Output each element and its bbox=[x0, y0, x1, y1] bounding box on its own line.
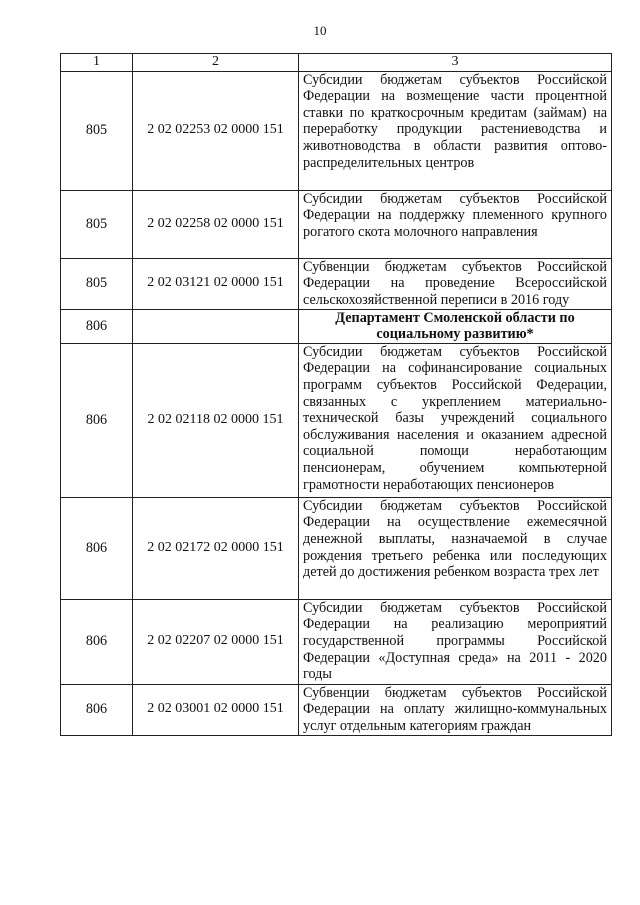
administrator-code-cell: 806 bbox=[61, 309, 133, 343]
column-header-2: 2 bbox=[133, 54, 299, 72]
table-row bbox=[61, 258, 612, 309]
table-row bbox=[61, 343, 612, 497]
table-header-row bbox=[61, 54, 612, 72]
administrator-code-cell: 805 bbox=[61, 71, 133, 190]
administrator-code-cell: 806 bbox=[61, 497, 133, 599]
administrator-code-cell: 806 bbox=[61, 343, 133, 497]
table-row-department bbox=[61, 309, 612, 343]
revenue-code-cell: 2 02 02253 02 0000 151 bbox=[133, 71, 299, 190]
page-number: 10 bbox=[313, 23, 327, 38]
revenue-code-cell: 2 02 03001 02 0000 151 bbox=[133, 684, 299, 735]
administrator-code-cell: 805 bbox=[61, 258, 133, 309]
administrator-code-cell: 806 bbox=[61, 599, 133, 684]
table-row bbox=[61, 190, 612, 258]
table-row bbox=[61, 684, 612, 735]
revenue-description-cell: Субсидии бюджетам субъектов Российской Федерации на поддержку племенного крупного рогатого скота молочного направления bbox=[299, 190, 612, 258]
revenue-description-cell: Субсидии бюджетам субъектов Российской Федерации на осуществление ежемесячной денежной выплаты, назначаемой в случае рождения третьего ребенка или последующих детей до достижения ребенком возраста трех лет bbox=[299, 497, 612, 599]
revenue-description-cell: Субсидии бюджетам субъектов Российской Федерации на софинансирование социальных программ субъектов Российской Федерации, связанных с укреплением материально-технической базы учреждений социального обслуживания населения и оказанием адресной социальной помощи неработающим пенсионерам, обучением компьютерной грамотности неработающих пенсионеров bbox=[299, 343, 612, 497]
table-row bbox=[61, 71, 612, 190]
administrator-code-cell: 806 bbox=[61, 684, 133, 735]
revenue-code-cell: 2 02 02258 02 0000 151 bbox=[133, 190, 299, 258]
revenue-code-cell: 2 02 02207 02 0000 151 bbox=[133, 599, 299, 684]
column-header-1: 1 bbox=[61, 54, 133, 72]
revenue-code-cell: 2 02 03121 02 0000 151 bbox=[133, 258, 299, 309]
administrator-code-cell: 805 bbox=[61, 190, 133, 258]
table-row bbox=[61, 497, 612, 599]
revenue-description-cell: Субсидии бюджетам субъектов Российской Федерации на реализацию мероприятий государственной программы Российской Федерации «Доступная среда» на 2011 - 2020 годы bbox=[299, 599, 612, 684]
revenue-code-cell: 2 02 02172 02 0000 151 bbox=[133, 497, 299, 599]
revenue-description-cell: Субвенции бюджетам субъектов Российской Федерации на оплату жилищно-коммунальных услуг отдельным категориям граждан bbox=[299, 684, 612, 735]
table-row bbox=[61, 599, 612, 684]
department-heading-cell: Департамент Смоленской области по социальному развитию* bbox=[299, 309, 612, 343]
revenue-description-cell: Субсидии бюджетам субъектов Российской Федерации на возмещение части процентной ставки по краткосрочным кредитам (займам) на переработку продукции растениеводства и животноводства в области развития оптово-распределительных центров bbox=[299, 71, 612, 190]
revenue-description-cell: Субвенции бюджетам субъектов Российской Федерации на проведение Всероссийской сельскохозяйственной переписи в 2016 году bbox=[299, 258, 612, 309]
revenue-code-table bbox=[60, 53, 612, 736]
revenue-code-cell: 2 02 02118 02 0000 151 bbox=[133, 343, 299, 497]
column-header-3: 3 bbox=[299, 54, 612, 72]
revenue-code-cell bbox=[133, 309, 299, 343]
